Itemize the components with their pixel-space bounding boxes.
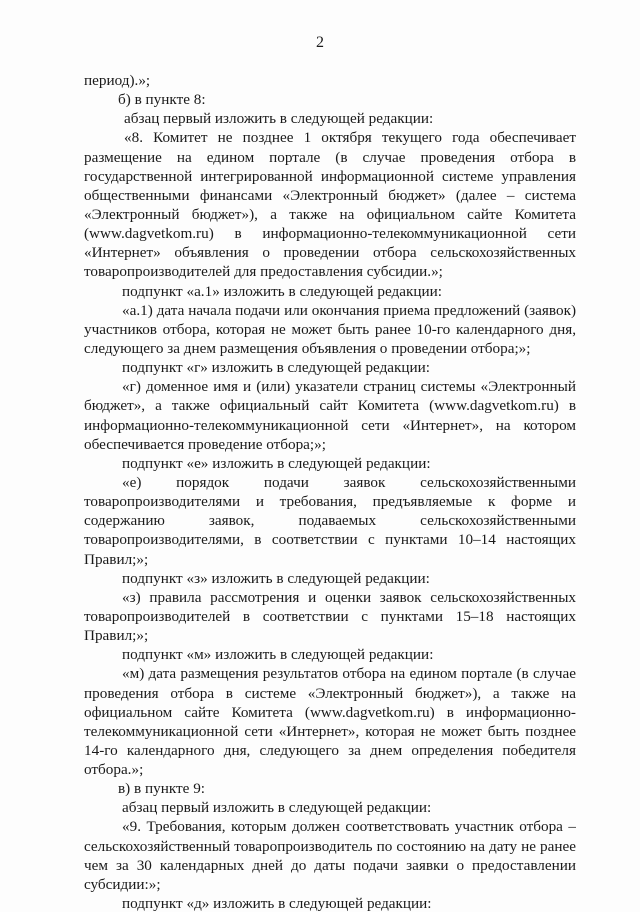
text-line: «Электронный бюджет»), а также на официальном сайте Комитета [84, 205, 576, 223]
text-line: отбора.»; [84, 761, 144, 779]
text-line: официальном сайте Комитета (www.dagvetkom.ru) в информационно- [84, 703, 576, 721]
document-body [84, 71, 576, 913]
text-line: «г) доменное имя и (или) указатели страниц системы «Электронный [122, 378, 576, 396]
text-line: «8. Комитет не позднее 1 октября текущего года обеспечивает [124, 129, 576, 147]
text-line: б) в пункте 8: [118, 91, 206, 109]
text-line: субсидии:»; [84, 875, 161, 893]
text-line: 14-го календарного дня, следующего за днем определения победителя [84, 741, 576, 759]
text-line: товаропроизводителей для предоставления субсидии.»; [84, 263, 443, 281]
text-line: подпункт «а.1» изложить в следующей редакции: [122, 282, 442, 300]
text-line: Правил;»; [84, 550, 149, 568]
text-line: «м) дата размещения результатов отбора на едином портале (в случае [122, 665, 576, 683]
text-line: размещение на едином портале (в случае проведения отбора в [84, 148, 576, 166]
text-line: подпункт «г» изложить в следующей редакции: [122, 359, 431, 377]
text-line: информационно-телекоммуникационной сети «Интернет», на котором [84, 416, 576, 434]
text-line: товаропроизводителей в соответствии с пунктами 15–18 настоящих [84, 607, 576, 625]
text-line: «9. Требования, которым должен соответствовать участник отбора – [122, 818, 576, 836]
text-line: следующего за днем размещения объявления о проведении отбора;»; [84, 339, 531, 357]
page-number: 2 [316, 34, 324, 51]
text-line: подпункт «з» изложить в следующей редакции: [122, 569, 430, 587]
text-line: Правил;»; [84, 627, 149, 645]
text-line: (www.dagvetkom.ru) в информационно-телекоммуникационной сети [84, 225, 576, 243]
text-line: общественными финансами «Электронный бюджет» (далее – система [84, 186, 576, 204]
text-line: подпункт «д» изложить в следующей редакции: [122, 895, 432, 913]
text-line: период).»; [84, 72, 151, 89]
text-line: бюджет», а также официальный сайт Комитета (www.dagvetkom.ru) в [84, 397, 576, 415]
text-line: абзац первый изложить в следующей редакции: [122, 799, 432, 817]
text-line: чем за 30 календарных дней до даты подачи заявки о предоставлении [84, 856, 576, 874]
text-line: подпункт «м» изложить в следующей редакции: [122, 646, 434, 664]
text-line: «Интернет» объявления о проведении отбора сельскохозяйственных [84, 244, 576, 262]
text-line: подпункт «е» изложить в следующей редакции: [122, 454, 431, 472]
text-line: «з) правила рассмотрения и оценки заявок сельскохозяйственных [122, 588, 576, 606]
text-line: сельскохозяйственный товаропроизводитель по состоянию на дату не ранее [84, 837, 576, 855]
text-line: товаропроизводителями, в соответствии с пунктами 10–14 настоящих [84, 531, 576, 549]
text-line: участников отбора, которая не может быть ранее 10-го календарного дня, [84, 320, 576, 338]
text-line: проведения отбора в системе «Электронный бюджет»), а также на [84, 684, 576, 702]
text-line: содержанию заявок, подаваемых сельскохозяйственными [84, 512, 576, 530]
text-line: обеспечивается проведение отбора;»; [84, 435, 326, 453]
text-line: абзац первый изложить в следующей редакции: [124, 110, 434, 128]
text-line: телекоммуникационной сети «Интернет», которая не может быть позднее [84, 722, 576, 740]
text-line: государственной интегрированной информационной системе управления [84, 167, 576, 185]
text-line: «а.1) дата начала подачи или окончания приема предложений (заявок) [122, 301, 576, 319]
text-line: «е) порядок подачи заявок сельскохозяйственными [122, 473, 576, 491]
text-line: в) в пункте 9: [118, 780, 206, 798]
text-line: товаропроизводителями и требования, предъявляемые к форме и [84, 493, 576, 511]
